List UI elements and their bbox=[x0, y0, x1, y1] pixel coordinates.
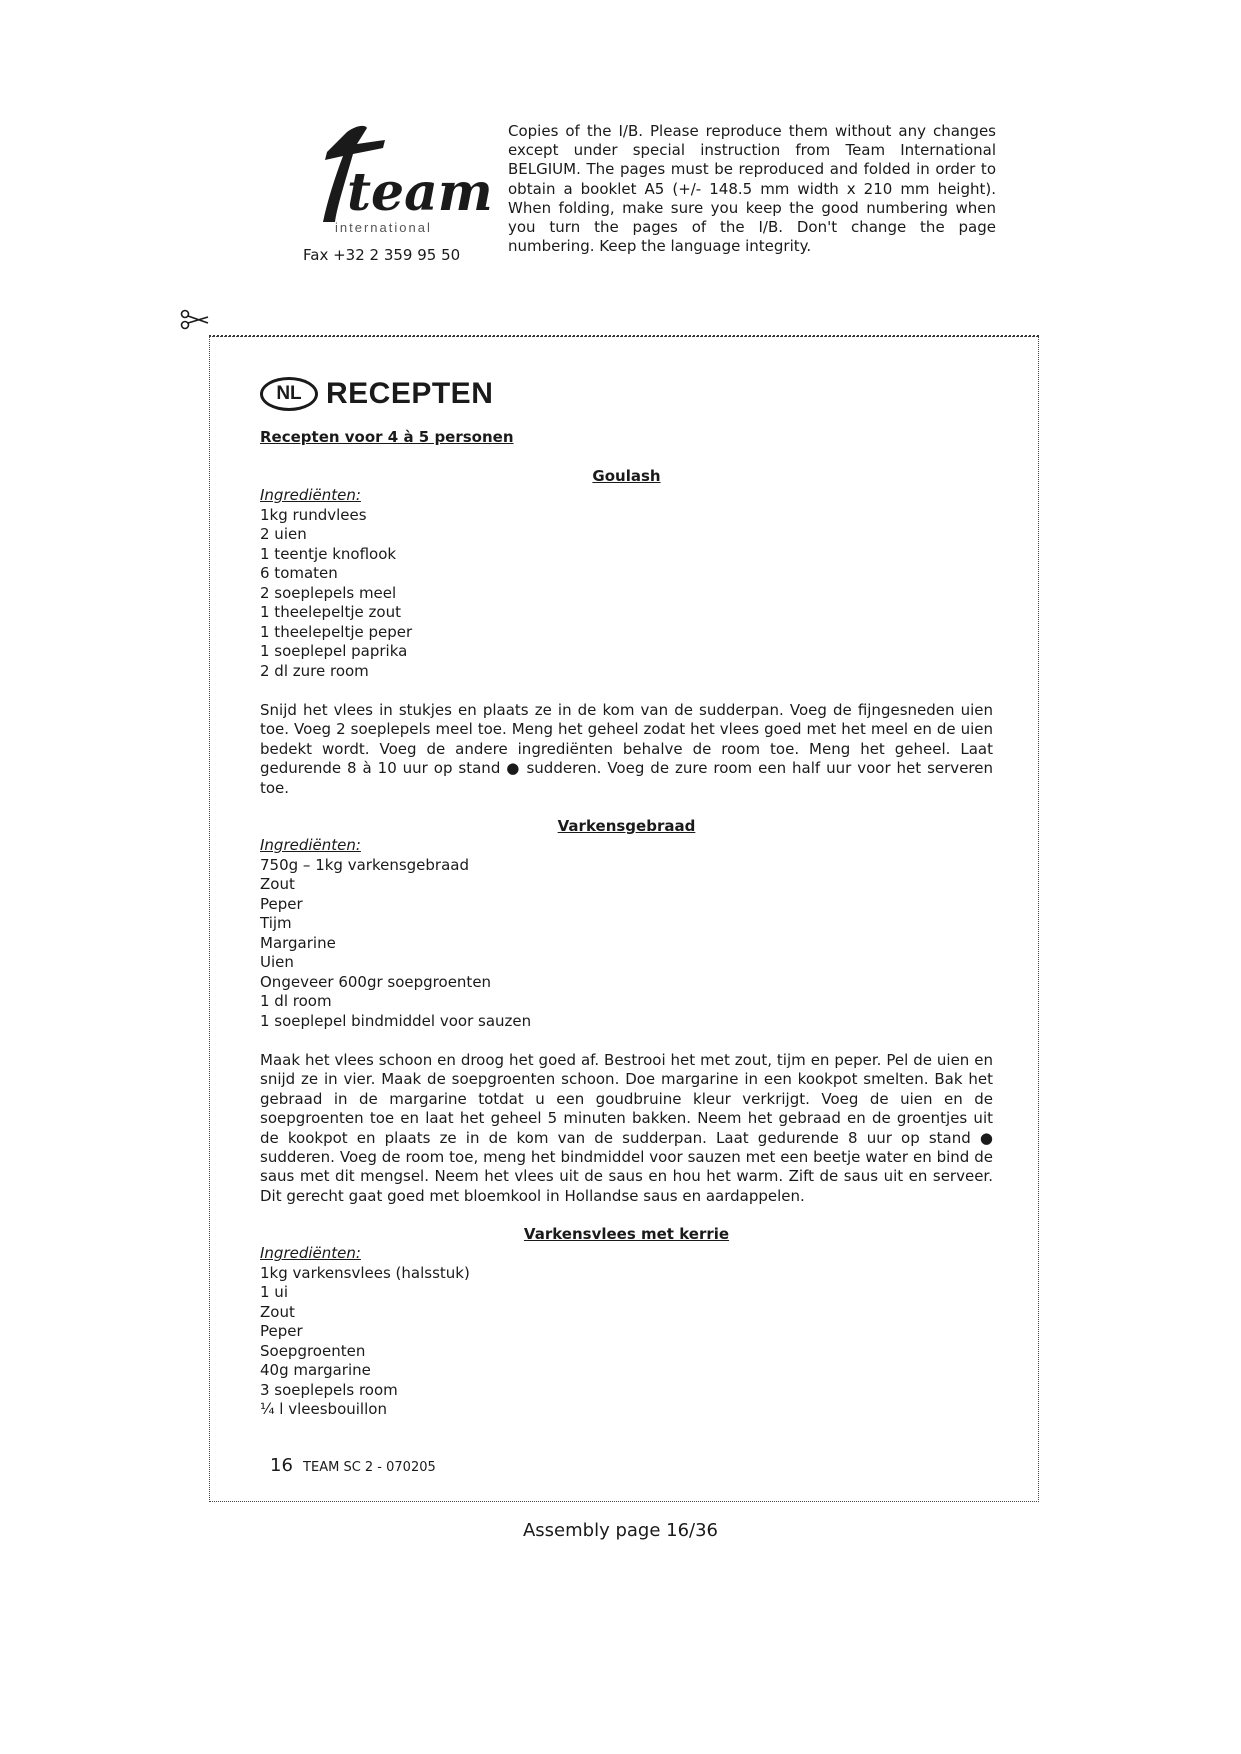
ingredient: 1 ui bbox=[260, 1283, 288, 1302]
booklet-page bbox=[209, 336, 1039, 1502]
ingredient: Margarine bbox=[260, 933, 336, 952]
ingredient: 1 soeplepel paprika bbox=[260, 642, 408, 660]
ingredient: Tijm bbox=[260, 914, 292, 933]
language-badge: NL bbox=[260, 377, 318, 411]
ingredient: Zout bbox=[260, 875, 295, 894]
recipe-instructions: Snijd het vlees in stukjes en plaats ze in de kom van de sudderpan. Voeg de fijngesneden uien toe. Voeg 2 soeplepels meel toe. Meng het geheel zodat het vlees goed met het meel en de uien bedekt wordt. Voeg de andere ingrediënten behalve de room toe. Meng het geheel. Laat gedurende 8 à 10 uur op stand ● sudderen. Voeg de zure room een half uur voor het serveren toe. bbox=[260, 701, 993, 797]
ingredient: 6 tomaten bbox=[260, 564, 338, 582]
assembly-label: Assembly page 16/36 bbox=[522, 1520, 719, 1541]
team-logo bbox=[295, 122, 493, 237]
ingredient: 3 soeplepels room bbox=[260, 1380, 398, 1399]
ingredient: 2 dl zure room bbox=[260, 661, 369, 680]
ingredients-label: Ingrediënten: bbox=[260, 1244, 361, 1263]
recipe-title: Varkensgebraad bbox=[557, 817, 696, 836]
ingredient: Uien bbox=[260, 953, 294, 972]
ingredient: 1kg rundvlees bbox=[260, 505, 367, 524]
fax-number: Fax +32 2 359 95 50 bbox=[303, 246, 461, 264]
page-heading bbox=[260, 373, 993, 415]
ingredient: 1 theelepeltje zout bbox=[260, 603, 401, 621]
ingredient: Peper bbox=[260, 894, 303, 913]
ingredient: 2 uien bbox=[260, 525, 307, 543]
logo-text: team bbox=[347, 162, 493, 223]
page-title: RECEPTEN bbox=[326, 377, 494, 410]
scissors-icon bbox=[180, 308, 210, 332]
recipe-title: Goulash bbox=[592, 467, 661, 485]
ingredient: 1kg varkensvlees (halsstuk) bbox=[260, 1263, 470, 1282]
page-footer bbox=[270, 1455, 436, 1476]
ingredient: Ongeveer 600gr soepgroenten bbox=[260, 972, 492, 991]
page-subtitle: Recepten voor 4 à 5 personen bbox=[260, 428, 514, 446]
ingredient: ¼ l vleesbouillon bbox=[260, 1400, 387, 1419]
ingredient: Peper bbox=[260, 1322, 303, 1341]
ingredient: Zout bbox=[260, 1302, 295, 1321]
ingredient: 1 dl room bbox=[260, 992, 332, 1011]
ingredient: 2 soeplepels meel bbox=[260, 583, 397, 602]
ingredient: 40g margarine bbox=[260, 1361, 371, 1380]
recipe-instructions: Maak het vlees schoon en droog het goed af. Bestrooi het met zout, tijm en peper. Pel de uien en snijd ze in vier. Maak de soepgroenten schoon. Doe margarine in een kookpot smelten. Bak het gebraad in de margarine totdat u een goudbruine kleur verkrijgt. Voeg de uien en de soepgroenten toe en laat het geheel 5 minuten bakken. Neem het gebraad en de groentjes uit de kookpot en plaats ze in de kom van de sudderpan. Laat gedurende 8 uur op stand ● sudderen. Voeg de room toe, meng het bindmiddel voor sauzen met een beetje water en bind de saus met dit mengsel. Neem het vlees uit de saus en hou het warm. Zift de saus uit en serveer. Dit gerecht gaat goed met bloemkool in Hollandse saus en aardappelen. bbox=[260, 1051, 993, 1205]
ingredient: Soepgroenten bbox=[260, 1341, 366, 1360]
recipe-title: Varkensvlees met kerrie bbox=[523, 1225, 730, 1244]
recipe bbox=[260, 466, 993, 798]
recipe bbox=[260, 816, 993, 1206]
ingredients-label: Ingrediënten: bbox=[260, 836, 361, 855]
ingredient: 1 theelepeltje peper bbox=[260, 622, 413, 641]
recipe bbox=[260, 1224, 993, 1420]
ingredients-label: Ingrediënten: bbox=[260, 486, 361, 504]
print-instructions: Copies of the I/B. Please reproduce them without any changes except under special instruction from Team International BELGIUM. The pages must be reproduced and folded in order to obtain a booklet A5 (+/- 148.5 mm width x 210 mm height). When folding, make sure you keep the good numbering when you turn the pages of the I/B. Don't change the page numbering. Keep the language integrity. bbox=[508, 122, 996, 256]
ingredient: 750g – 1kg varkensgebraad bbox=[260, 855, 469, 874]
ingredient: 1 soeplepel bindmiddel voor sauzen bbox=[260, 1011, 532, 1030]
ingredient: 1 teentje knoflook bbox=[260, 544, 397, 563]
page-number: 16 bbox=[270, 1455, 293, 1476]
footer-code: TEAM SC 2 - 070205 bbox=[303, 1460, 436, 1475]
logo-subtext: international bbox=[335, 220, 432, 235]
